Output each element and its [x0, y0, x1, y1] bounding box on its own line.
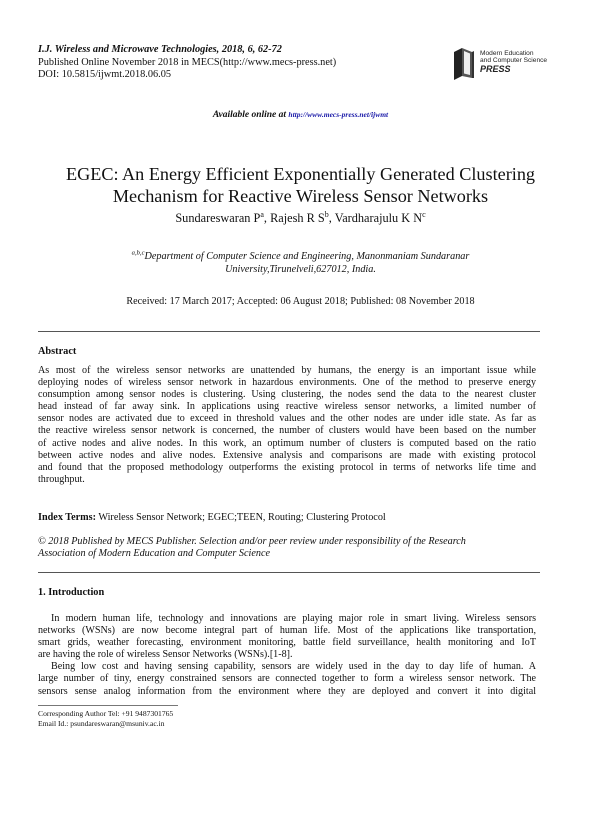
text-line: sensor nodes are activated due to exceed in threshold values and the other nodes are under idle state. As far as [38, 413, 536, 425]
text-line: throughput. [38, 473, 85, 485]
text-line: As most of the wireless sensor networks are unattended by humans, the energy is an important issue while [38, 365, 536, 376]
publication-dates: Received: 17 March 2017; Accepted: 06 August 2018; Published: 08 November 2018 [126, 296, 475, 307]
text-line: sensors sense analog information from the environment where they are deployed and convert it into digital [38, 685, 536, 697]
journal-name: I.J. Wireless and Microwave Technologies, [38, 44, 220, 55]
text-line: In modern human life, technology and innovations are playing major role in smart living. Wireless sensors [51, 613, 536, 624]
logo-line-3: PRESS [480, 64, 511, 74]
affiliation [0, 251, 601, 276]
footnote-tel: Corresponding Author Tel: +91 9487301765 [38, 709, 174, 718]
logo-line-2: and Computer Science [480, 57, 548, 64]
text-line: between active nodes and alive nodes. Extensive analysis and comparisons are made with existing protocol [38, 449, 536, 461]
affiliation-line-1: Department of Computer Science and Engineering, Manonmaniam Sundaranar [144, 251, 470, 262]
author-3: Vardharajulu K N [334, 211, 423, 225]
text-line: consumption among sensor nodes is clustering. Using clustering, the nodes send the data to the nearest cluster [38, 389, 536, 401]
available-online [0, 110, 601, 120]
journal-issue: 2018, 6, 62-72 [219, 44, 282, 55]
index-terms-label: Index Terms: [38, 512, 97, 523]
published-online: Published Online November 2018 in MECS(http://www.mecs-press.net) [38, 56, 337, 68]
journal-header [38, 44, 336, 82]
footnote [38, 709, 173, 728]
text-line: and found that the proposed methodology outperforms the existing protocol in terms of networks life time and [38, 461, 536, 473]
text-line: Being low cost and having sensing capability, sensors are widely used in the day to day life of human. A [51, 661, 536, 673]
affiliation-sup: a,b,c [131, 249, 145, 257]
text-line: networks (WSNs) are now become integral part of human life. Most of the applications like transportation, [38, 625, 536, 637]
abstract-heading: Abstract [38, 346, 77, 357]
introduction-body [38, 613, 536, 698]
divider-bottom [38, 572, 540, 573]
title-line-1: EGEC: An Energy Efficient Exponentially Generated Clustering [65, 164, 536, 184]
copyright-line-1: © 2018 Published by MECS Publisher. Selection and/or peer review under responsibility of the Research [38, 536, 466, 547]
journal-link[interactable]: http://www.mecs-press.net/ijwmt [288, 110, 389, 119]
text-line: deploying nodes of wireless sensor network in hazardous environments. One of the method to preserve energy [38, 377, 536, 389]
affiliation-line-2: University,Tirunelveli,627012, India. [225, 263, 376, 275]
author-1-sup: a [260, 209, 264, 219]
text-line: are having the role of wireless Sensor Networks (WSNs).[1-8]. [38, 649, 293, 661]
index-terms-value: Wireless Sensor Network; EGEC;TEEN, Routing; Clustering Protocol [96, 512, 386, 523]
footnote-email: Email Id.: psundareswaran@msuniv.ac.in [38, 718, 165, 728]
title-line-2: Mechanism for Reactive Wireless Sensor Networks [112, 186, 489, 206]
authors: Sundareswaran $P^a$, Rajesh R $S^b$, Vardharajulu K $N^c$ [175, 209, 426, 225]
footnote-rule [38, 705, 178, 706]
author-1: Sundareswaran P [175, 211, 261, 225]
text-line: smart grids, weather forecasting, environment monitoring, battle field surveillance, health monitoring and IoT [38, 637, 536, 649]
text-line: of active nodes and alive nodes. In this work, an optimum number of clusters is computed based on the ratio [38, 437, 536, 449]
index-terms [38, 512, 386, 523]
text-line: the reactive wireless sensor network is concerned, the number of clusters would have been based on the number [38, 425, 536, 437]
author-2-sup: b [324, 209, 329, 219]
paper-title [0, 163, 601, 207]
text-line: large number of tiny, energy constrained sensors are connected together to form a wireless sensor network. The [38, 673, 536, 685]
text-line: head instead of far away sink. In applications using reactive wireless sensor networks, a limited number of [38, 401, 536, 413]
logo-line-1: Modern Education [480, 50, 534, 57]
mecs-press-logo [452, 44, 564, 84]
abstract-body [38, 365, 536, 486]
copyright-line-2: Association of Modern Education and Computer Science [38, 548, 271, 560]
doi: DOI: 10.5815/ijwmt.2018.06.05 [38, 69, 171, 81]
divider-top [38, 331, 540, 332]
available-label: Available online at [212, 110, 289, 120]
author-3-sup: c [422, 209, 426, 219]
copyright [38, 536, 536, 560]
author-2: Rajesh R S [270, 211, 325, 225]
introduction-heading: 1. Introduction [38, 587, 105, 598]
